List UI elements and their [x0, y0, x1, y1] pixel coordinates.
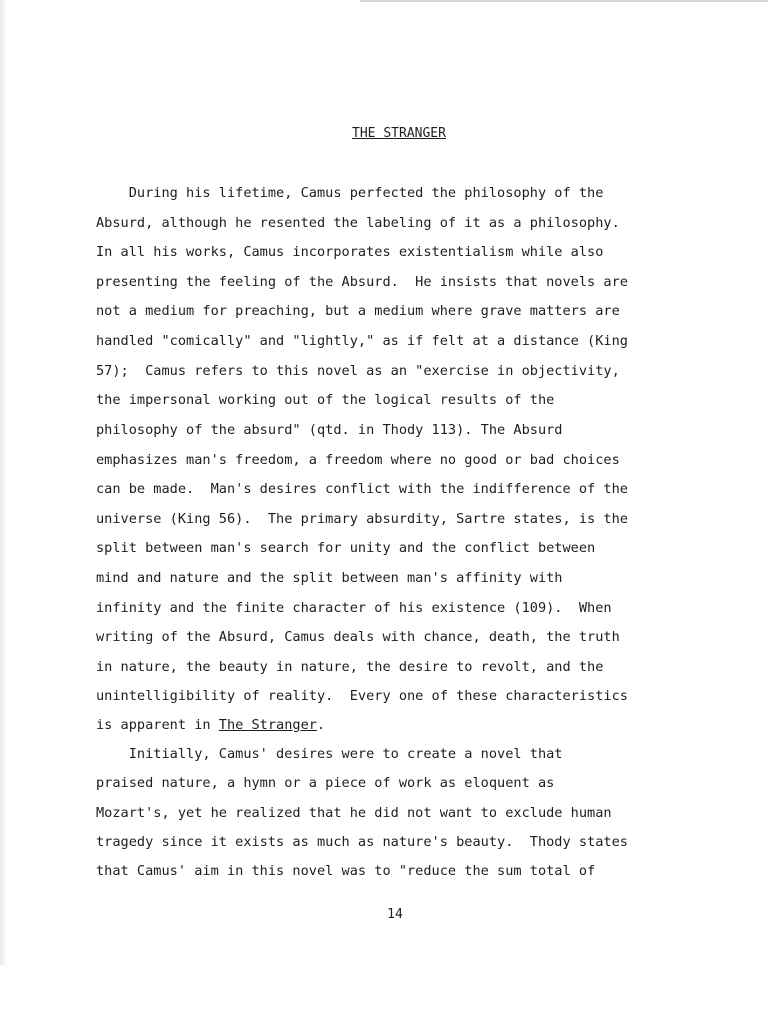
page-title: THE STRANGER	[352, 126, 446, 141]
text-line: unintelligibility of reality. Every one of these characteristics	[96, 688, 628, 704]
text-line: infinity and the finite character of his existence (109). When	[96, 600, 612, 616]
text-line: In all his works, Camus incorporates existentialism while also	[96, 244, 604, 260]
scan-shadow-left	[0, 0, 7, 965]
text-line-with-title-reference	[96, 716, 325, 734]
text-line: split between man's search for unity and the conflict between	[96, 540, 596, 556]
text-line: tragedy since it exists as much as nature's beauty. Thody states	[96, 834, 628, 850]
text-line: Initially, Camus' desires were to create a novel that	[96, 746, 563, 762]
book-title-reference: The Stranger	[218, 717, 317, 733]
text-line: in nature, the beauty in nature, the desire to revolt, and the	[96, 659, 604, 675]
text-line: the impersonal working out of the logical results of the	[96, 392, 555, 408]
page-number: 14	[387, 907, 403, 922]
text-line: that Camus' aim in this novel was to "reduce the sum total of	[96, 863, 596, 879]
text-line: 57); Camus refers to this novel as an "exercise in objectivity,	[96, 363, 620, 379]
text-line: Mozart's, yet he realized that he did not want to exclude human	[96, 805, 612, 821]
text-line: presenting the feeling of the Absurd. He insists that novels are	[96, 274, 628, 290]
text-line: can be made. Man's desires conflict with the indifference of the	[96, 481, 628, 497]
text-line: emphasizes man's freedom, a freedom where no good or bad choices	[96, 452, 620, 468]
text-line: During his lifetime, Camus perfected the philosophy of the	[96, 185, 604, 201]
text-line: writing of the Absurd, Camus deals with chance, death, the truth	[96, 629, 620, 645]
text-segment: is apparent in	[96, 717, 219, 733]
text-line: Absurd, although he resented the labeling of it as a philosophy.	[96, 215, 620, 231]
text-line: praised nature, a hymn or a piece of work as eloquent as	[96, 775, 555, 791]
text-line: universe (King 56). The primary absurdity, Sartre states, is the	[96, 511, 628, 527]
scan-shadow-top	[360, 0, 768, 2]
text-line: handled "comically" and "lightly," as if felt at a distance (King	[96, 333, 628, 349]
text-line: not a medium for preaching, but a medium where grave matters are	[96, 303, 620, 319]
text-line: philosophy of the absurd" (qtd. in Thody 113). The Absurd	[96, 422, 563, 438]
sentence-end: .	[316, 717, 326, 733]
text-line: mind and nature and the split between man's affinity with	[96, 570, 563, 586]
